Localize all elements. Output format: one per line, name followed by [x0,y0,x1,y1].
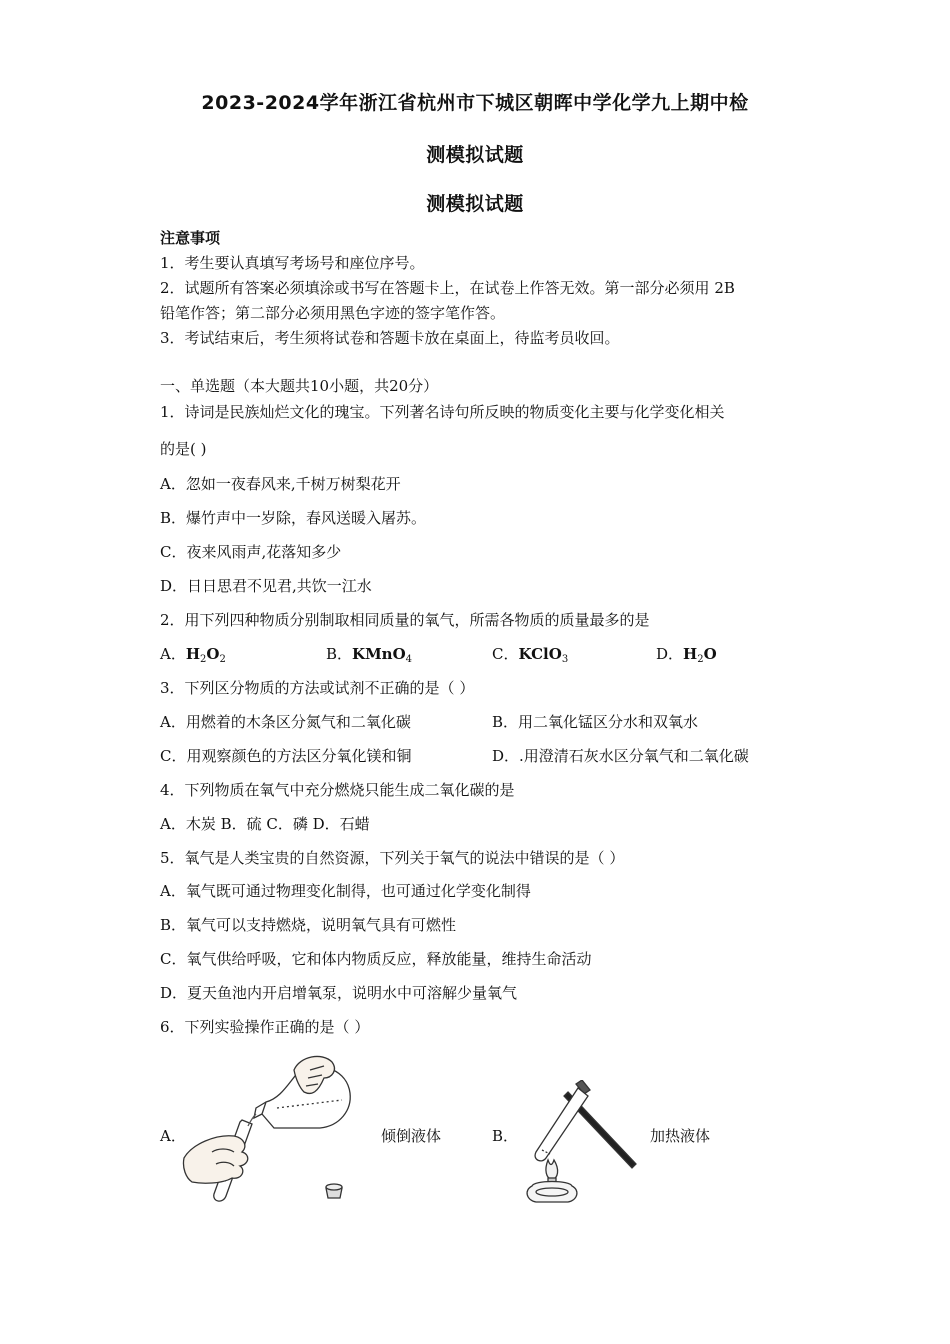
doc-title-line3: 测模拟试题 [426,193,524,215]
q1-stem-line1: 1．诗词是民族灿烂文化的瑰宝。下列著名诗句所反映的物质变化主要与化学变化相关 [160,403,725,421]
q6-option-b-label: B． [492,1127,519,1145]
doc-title-line1: 2023-2024学年浙江省杭州市下城区朝晖中学化学九上期中检 [201,92,749,114]
q2-option-b: B．KMnO$_4$ [326,645,413,665]
q1-option-d: D．日日思君不见君,共饮一江水 [160,577,372,595]
q2-option-a: A．$H_2O_2$ [160,645,226,665]
q2-option-d: D．$H_2O$ [656,645,717,665]
notice-item-3: 3．考试结束后，考生须将试卷和答题卡放在桌面上，待监考员收回。 [160,329,620,347]
notice-item-2-cont: 铅笔作答；第二部分必须用黑色字迹的签字笔作答。 [160,304,506,322]
q6-option-a-label: A． [160,1127,186,1145]
q1-stem-line2: 的是( ) [160,440,207,458]
q5-option-c: C．氧气供给呼吸，它和体内物质反应，释放能量，维持生命活动 [160,950,592,968]
q3-option-b: B．用二氧化锰区分水和双氧水 [492,713,699,731]
pouring-liquid-illustration [182,1048,367,1208]
q1-option-a: A．忽如一夜春风来,千树万树梨花开 [160,475,401,493]
notice-item-1: 1．考生要认真填写考场号和座位序号。 [160,254,425,272]
q3-stem: 3．下列区分物质的方法或试剂不正确的是（ ） [160,679,475,697]
heating-liquid-illustration [518,1080,643,1205]
doc-title-line2: 测模拟试题 [426,144,524,166]
q5-option-b: B．氧气可以支持燃烧，说明氧气具有可燃性 [160,916,457,934]
q5-stem: 5．氧气是人类宝贵的自然资源，下列关于氧气的说法中错误的是（ ） [160,849,625,867]
q3-option-d: D．.用澄清石灰水区分氧气和二氧化碳 [492,747,749,765]
q2-option-c: C．KClO$_3$ [492,645,569,665]
q6-stem: 6．下列实验操作正确的是（ ） [160,1018,370,1036]
section-heading: 一、单选题（本大题共10小题，共20分） [160,377,439,395]
notice-heading: 注意事项 [160,229,221,247]
q4-options: A．木炭 B．硫 C．磷 D．石蜡 [160,815,370,833]
q6-option-a-text: 倾倒液体 [381,1127,442,1145]
q5-option-d: D．夏天鱼池内开启增氧泵，说明水中可溶解少量氧气 [160,984,518,1002]
q1-option-c: C．夜来风雨声,花落知多少 [160,543,342,561]
q3-option-c: C．用观察颜色的方法区分氧化镁和铜 [160,747,412,765]
notice-item-2: 2．试题所有答案必须填涂或书写在答题卡上，在试卷上作答无效。第一部分必须用 2B [160,279,735,297]
q6-option-b-text: 加热液体 [650,1127,711,1145]
q2-stem: 2．用下列四种物质分别制取相同质量的氧气，所需各物质的质量最多的是 [160,611,650,629]
q4-stem: 4．下列物质在氧气中充分燃烧只能生成二氧化碳的是 [160,781,515,799]
q3-option-a: A．用燃着的木条区分氮气和二氧化碳 [160,713,411,731]
q1-option-b: B．爆竹声中一岁除，春风送暖入屠苏。 [160,509,427,527]
q5-option-a: A．氧气既可通过物理变化制得，也可通过化学变化制得 [160,882,531,900]
